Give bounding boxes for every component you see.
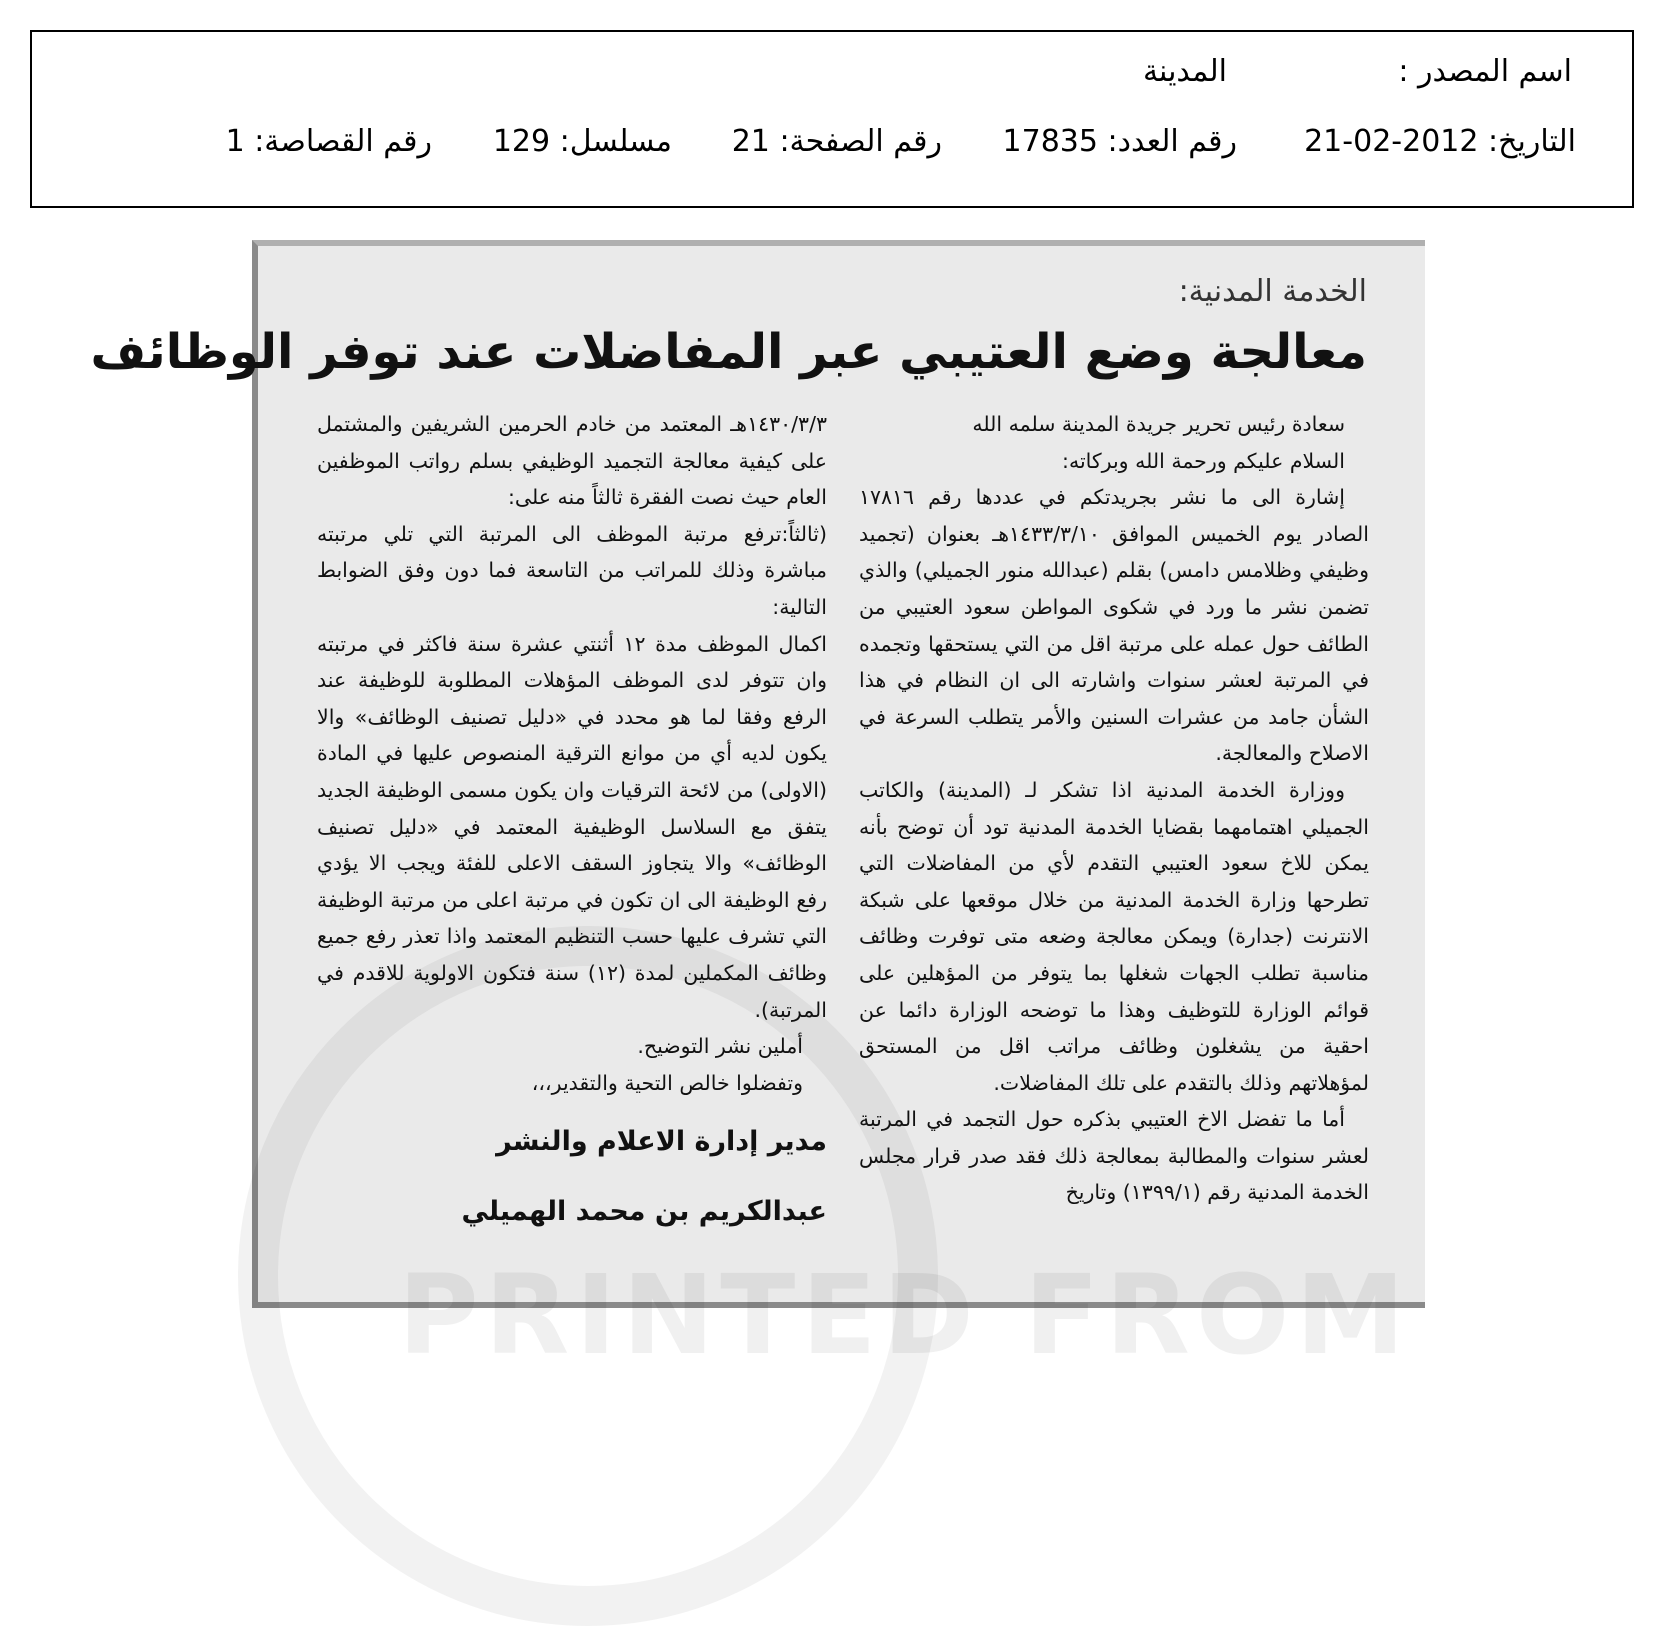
newspaper-clipping bbox=[90, 240, 1425, 1379]
signature-name: عبدالكريم بن محمد الهميلي bbox=[461, 1196, 827, 1228]
paragraph: أما ما تفضل الاخ العتيبي بذكره حول التجمد في المرتبة لعشر سنوات والمطالبة بمعالجة ذلك فقد صدر قرار مجلس الخدمة المدنية رقم (١٣٩٩/١) وتاريخ bbox=[859, 1107, 1369, 1205]
salutation-line: سعادة رئيس تحرير جريدة المدينة سلمه الله bbox=[972, 412, 1345, 436]
clipping-number: رقم القصاصة: 1 bbox=[225, 124, 432, 159]
closing-line: أملين نشر التوضيح. bbox=[637, 1034, 803, 1059]
source-value: المدينة bbox=[1142, 54, 1227, 89]
paragraph: (ثالثاً:ترفع مرتبة الموظف الى المرتبة التي تلي مرتبته مباشرة وذلك للمراتب من التاسعة فما دون وفق الضوابط التالية: bbox=[317, 521, 827, 619]
page-number: رقم الصفحة: 21 bbox=[731, 124, 942, 159]
greeting-line: السلام عليكم ورحمة الله وبركاته: bbox=[1062, 448, 1345, 473]
paragraph: اكمال الموظف مدة ١٢ أثنتي عشرة سنة فاكثر في مرتبته وان تتوفر لدى الموظف المؤهلات المطلوبة للوظيفة عند الرفع وفقا لما هو محدد في «دليل تصنيف الوظائف» والا يكون لديه أي من موانع الترقية المنصوص عليها في المادة (الاولى) من لائحة الترقيات وان يكون مسمى الوظيفة الجديد يتفق مع السلاسل الوظيفية المعتمد في «دليل تصنيف الوظائف» والا يتجاوز السقف الاعلى للفئة ويجب الا يؤدي رفع الوظيفة الى ان تكون في مرتبة اعلى من مرتبة الوظيفة التي تشرف عليها حسب التنظيم المعتمد واذا تعذر رفع جميع وظائف المكملين لمدة (١٢) سنة فتكون الاولوية للاقدم في المرتبة). bbox=[317, 631, 828, 1022]
article-kicker: الخدمة المدنية: bbox=[1178, 274, 1367, 309]
watermark-text: PRINTED FROM bbox=[398, 1251, 1411, 1379]
date-field: التاريخ: 2012-02-21 bbox=[1304, 124, 1576, 159]
issue-number: رقم العدد: 17835 bbox=[1002, 124, 1237, 159]
article-headline: معالجة وضع العتيبي عبر المفاضلات عند توفر الوظائف bbox=[90, 324, 1367, 380]
serial-number: مسلسل: 129 bbox=[492, 124, 672, 159]
paragraph: ١٤٣٠/٣/٣هـ المعتمد من خادم الحرمين الشريفين والمشتمل على كيفية معالجة التجميد الوظيفي بسلم رواتب الموظفين العام حيث نصت الفقرة ثالثاً منه على: bbox=[317, 412, 827, 510]
closing-line: وتفضلوا خالص التحية والتقدير،،، bbox=[531, 1070, 803, 1095]
clipping-header bbox=[30, 30, 1634, 208]
source-label: اسم المصدر : bbox=[1398, 54, 1572, 89]
article-column-left bbox=[317, 406, 827, 1241]
signature-title: مدير إدارة الاعلام والنشر bbox=[496, 1126, 827, 1158]
paragraph: ووزارة الخدمة المدنية اذا تشكر لـ (المدينة) والكاتب الجميلي اهتمامهما بقضايا الخدمة المدنية تود أن توضح بأنه يمكن للاخ سعود العتيبي التقدم لأي من المفاضلات التي تطرحها وزارة الخدمة المدنية من خلال موقعها على شبكة الانترنت (جدارة) ويمكن معالجة وضعه متى توفرت وظائف مناسبة تطلب الجهات شغلها بما يتوفر من المؤهلين على قوائم الوزارة للتوظيف وهذا ما توضحه الوزارة دائما عن احقية من يشغلون وظائف مراتب اقل من المستحق لمؤهلاتهم وذلك بالتقدم على تلك المفاضلات. bbox=[859, 777, 1369, 1095]
paragraph: إشارة الى ما نشر بجريدتكم في عددها رقم ١٧٨١٦ الصادر يوم الخميس الموافق ١٤٣٣/٣/١٠هـ بعنوان (تجميد وظيفي وظلامس دامس) بقلم (عبدالله منور الجميلي) والذي تضمن نشر ما ورد في شكوى المواطن سعود العتيبي من الطائف حول عمله على مرتبة اقل من التي يستحقها وتجمده في المرتبة لعشر سنوات واشارته الى ان النظام في هذا الشأن جامد من عشرات السنين والأمر يتطلب السرعة في الاصلاح والمعالجة. bbox=[859, 485, 1369, 766]
article-column-right bbox=[859, 406, 1369, 1211]
